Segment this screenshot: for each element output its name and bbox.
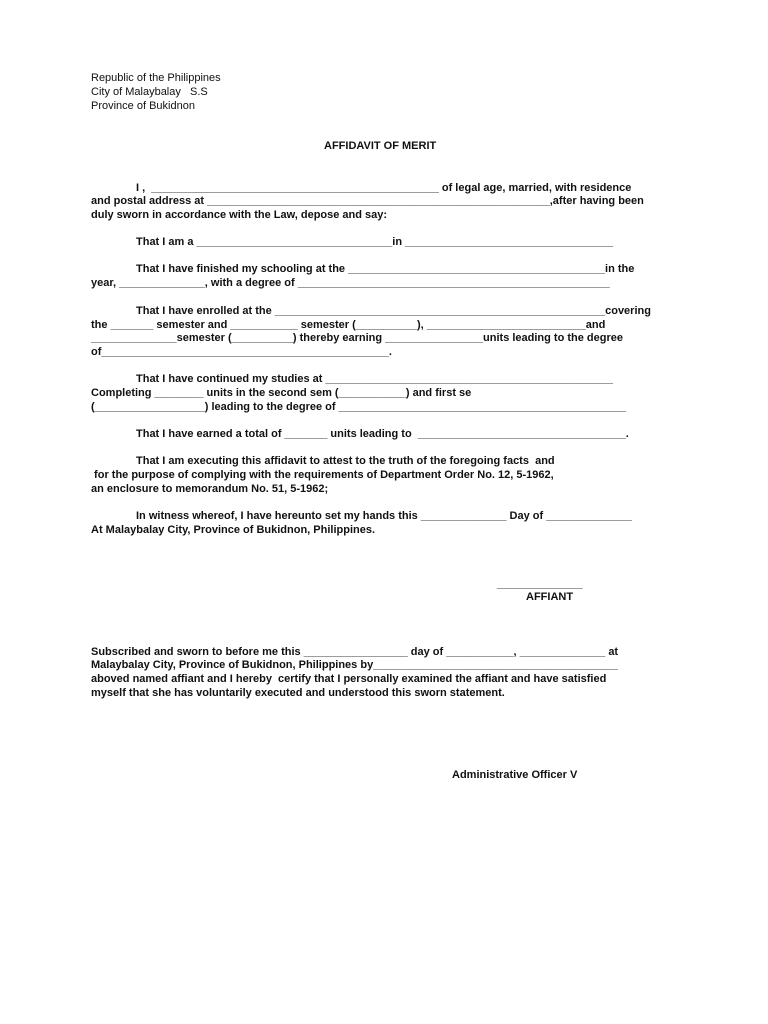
paragraph-witness-line-2: At Malaybalay City, Province of Bukidnon, Philippines.	[91, 524, 376, 536]
paragraph-schooling-line-2: year, ______________, with a degree of ___________________________________________________	[91, 277, 610, 289]
header-province: Province of Bukidnon	[91, 100, 195, 112]
header-republic: Republic of the Philippines	[91, 72, 221, 84]
jurat-line-1: Subscribed and sworn to before me this _________________ day of ___________, ______________ at	[91, 646, 619, 658]
jurat-line-3: aboved named affiant and I hereby certify that I personally examined the affiant and have satisfied	[91, 673, 607, 685]
paragraph-purpose-line-3: an enclosure to memorandum No. 51, 5-1962;	[91, 483, 329, 495]
paragraph-enrolled-line-1: That I have enrolled at the ______________________________________________________covering	[136, 305, 651, 317]
intro-line-2: and postal address at ________________________________________________________,after having been	[91, 195, 644, 207]
paragraph-continued-line-1: That I have continued my studies at _______________________________________________	[136, 373, 614, 385]
paragraph-purpose-line-1: That I am executing this affidavit to attest to the truth of the foregoing facts and	[136, 455, 555, 467]
intro-line-1: I , _______________________________________________ of legal age, married, with residence	[136, 182, 632, 194]
affiant-signature-line: ______________	[497, 578, 583, 590]
jurat-line-4: myself that she has voluntarily executed and understood this sworn statement.	[91, 687, 505, 699]
document-title: AFFIDAVIT OF MERIT	[324, 140, 437, 152]
paragraph-witness-line-1: In witness whereof, I have hereunto set my hands this ______________ Day of ______________	[136, 510, 632, 522]
intro-line-3: duly sworn in accordance with the Law, depose and say:	[91, 209, 388, 221]
officer-title: Administrative Officer V	[452, 769, 578, 781]
paragraph-total-units: That I have earned a total of _______ units leading to __________________________________.	[136, 428, 629, 440]
paragraph-enrolled-line-3: ______________semester (__________) thereby earning ________________units leading to the degree	[91, 332, 623, 344]
paragraph-purpose-line-2: for the purpose of complying with the requirements of Department Order No. 12, 5-1962,	[91, 469, 554, 481]
paragraph-continued-line-3: (__________________) leading to the degree of _______________________________________________	[91, 401, 627, 413]
affiant-label: AFFIANT	[526, 591, 574, 603]
jurat-line-2: Malaybalay City, Province of Bukidnon, Philippines by________________________________________	[91, 659, 618, 671]
paragraph-enrolled-line-4: of_______________________________________________.	[91, 346, 392, 358]
paragraph-enrolled-line-2: the _______ semester and ___________ semester (__________), __________________________and	[91, 319, 606, 331]
paragraph-profession: That I am a ________________________________in __________________________________	[136, 236, 614, 248]
paragraph-schooling-line-1: That I have finished my schooling at the __________________________________________in the	[136, 263, 635, 275]
header-city: City of Malaybalay S.S	[91, 86, 208, 98]
paragraph-continued-line-2: Completing ________ units in the second sem (___________) and first se	[91, 387, 472, 399]
